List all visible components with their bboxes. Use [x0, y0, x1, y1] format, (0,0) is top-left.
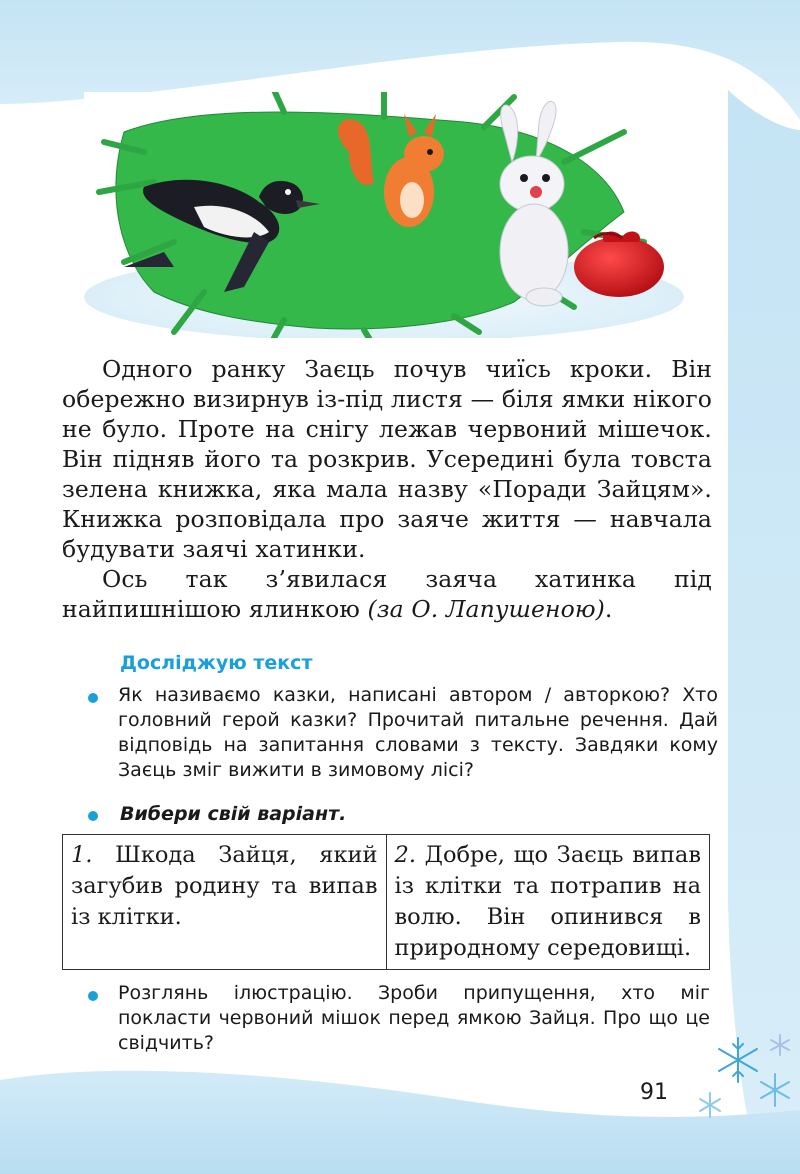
variant-2-number: 2.	[394, 842, 416, 868]
bullet-2-dot	[88, 811, 98, 821]
story-text	[62, 354, 712, 624]
bullet-2-text: Вибери свій варіант.	[120, 803, 347, 825]
variant-1	[63, 835, 387, 970]
story-paragraph-1: Одного ранку Заєць почув чиїсь кроки. Він обережно визирнув із-під листя — біля ямки нікого не було. Проте на снігу лежав червоний мішечок. Він підняв його та розкрив. Усередині була товста зелена книжка, яка мала назву «Поради Зайцям». Книжка розповідала про заяче життя — навчала будувати заячі хатинки.	[62, 355, 712, 563]
story-illustration	[84, 92, 712, 338]
bullet-1-dot	[88, 693, 98, 703]
bullet-1-text: Як називаємо казки, написані автором / авторкою? Хто головний герой казки? Прочитай питальне речення. Дай відповідь на запитання словами з тексту. Завдяки кому Заєць зміг вижити в зимовому лісі?	[118, 684, 718, 781]
story-paragraph-2-text: Ось так з’явилася заяча хатинка під найпишнішою ялинкою	[62, 565, 712, 623]
variant-1-text: Шкода Зайця, який загубив родину та випав із клітки.	[71, 842, 378, 930]
variant-2-text: Добре, що Заєць випав із клітки та потрапив на волю. Він опинився в природному середовищі.	[394, 842, 701, 961]
story-source: (за О. Лапушеною)	[367, 595, 605, 623]
story-paragraph-2-end: .	[604, 595, 613, 623]
page-number: 91	[640, 1080, 668, 1105]
variants-row	[63, 835, 710, 970]
bullet-3-text: Розглянь ілюстрацію. Зроби припущення, хто міг покласти червоний мішок перед ямкою Зайця. Про що це свідчить?	[118, 982, 710, 1054]
bullet-3-dot	[88, 991, 98, 1001]
story-paragraph-2	[62, 564, 712, 624]
variant-2	[386, 835, 710, 970]
variants-table	[62, 834, 710, 970]
snowflake-decoration	[680, 1020, 800, 1130]
variant-1-number: 1.	[71, 842, 93, 868]
section-title: Досліджую текст	[120, 652, 313, 674]
